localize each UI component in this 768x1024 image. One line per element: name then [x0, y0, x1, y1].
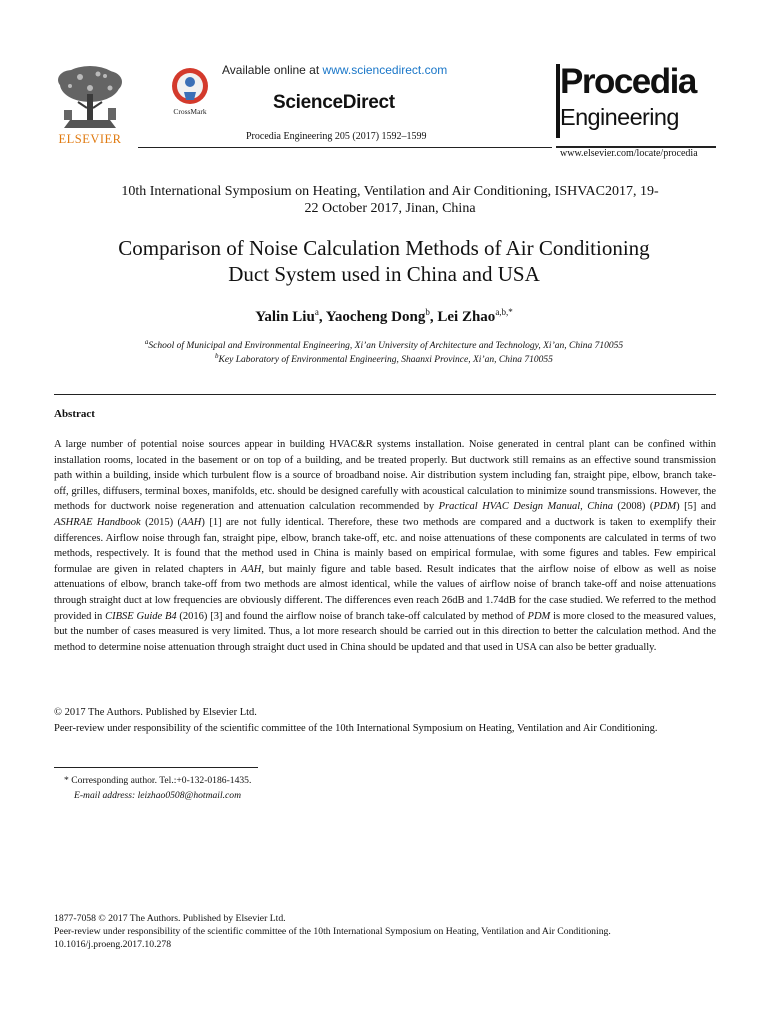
procedia-title: Procedia: [560, 62, 696, 101]
author-affiliation-mark: b: [425, 307, 430, 317]
procedia-subtitle: Engineering: [560, 104, 679, 130]
abstract-text: , but mainly figure and table based. Result indicates that the airflow noise of elbow as well as noise attenuations of elbow, branch take-off from two methods are almost identical, while the values of airflow noise of branch take-off and noise attenuations through straight duct at low frequencies are obviously different. The differences even reach 26dB and 1.74dB for the case studied. We referred to the method provided in: [54, 563, 717, 622]
journal-reference: Procedia Engineering 205 (2017) 1592–1599: [246, 131, 427, 142]
crossmark-label: CrossMark: [173, 107, 207, 116]
email-label: E-mail address:: [74, 790, 136, 801]
issn-line: 1877-7058 © 2017 The Authors. Published by Elsevier Ltd.: [54, 913, 286, 924]
abstract-body: [54, 437, 716, 655]
abstract-italic: CIBSE Guide B4: [105, 610, 177, 622]
sciencedirect-logo: ScienceDirect: [273, 92, 395, 113]
affiliation-a: [60, 338, 708, 351]
crossmark-badge[interactable]: [166, 66, 214, 124]
abstract-text: (2015) (: [140, 516, 181, 528]
email-line: [74, 790, 241, 801]
sciencedirect-link[interactable]: www.sciencedirect.com: [322, 63, 448, 77]
paper-title: [60, 235, 708, 287]
bottom-peer-review: Peer-review under responsibility of the scientific committee of the 10th International Symposium on Heating, Ventilation and Air Conditioning.: [54, 925, 611, 937]
procedia-url[interactable]: www.elsevier.com/locate/procedia: [560, 148, 698, 159]
peer-review-line: Peer-review under responsibility of the scientific committee of the 10th International Symposium on Heating, Ventilation and Air Conditioning.: [54, 722, 658, 734]
abstract-text: is more closed to the measured values, but the number of cases measured is very limited. Thus, a lot more research should be carried out in this direction to better the calculation method. And the method to determine noise attenuation through straight duct used in China should be updated and that used in USA can also be better gradually.: [54, 610, 717, 653]
corresponding-author: * Corresponding author. Tel.:+0-132-0186-1435.: [64, 775, 252, 786]
author-affiliation-mark: a: [314, 307, 319, 317]
bottom-info: [54, 913, 716, 951]
author-name: Lei Zhao: [437, 309, 496, 325]
author-affiliation-mark: a,b,*: [495, 307, 513, 317]
abstract-text: (2016) [3] and found the airflow noise of branch take-off calculated by method of: [176, 610, 528, 622]
affiliation-b: [60, 352, 708, 365]
abstract-top-rule: [54, 394, 716, 395]
email-address[interactable]: leizhao0508@hotmail.com: [135, 790, 242, 801]
abstract-italic: AAH: [240, 563, 262, 575]
elsevier-logo: [50, 62, 130, 150]
conference-line-2: 22 October 2017, Jinan, China: [304, 201, 476, 216]
abstract-italic: AAH: [180, 516, 202, 528]
author-name: Yalin Liu: [255, 309, 315, 325]
abstract-italic: ASHRAE Handbook: [54, 516, 141, 528]
abstract-italic: PDM: [527, 610, 551, 622]
affiliation-mark: a: [144, 338, 149, 346]
affiliation-mark: b: [215, 352, 219, 360]
abstract-heading: Abstract: [54, 408, 95, 420]
elsevier-wordmark: ELSEVIER: [58, 132, 122, 146]
title-line-1: Comparison of Noise Calculation Methods of Air Conditioning: [118, 236, 650, 260]
crossmark-icon: [166, 66, 214, 106]
author-name: Yaocheng Dong: [325, 309, 426, 325]
title-line-2: Duct System used in China and USA: [228, 262, 540, 286]
copyright-line: © 2017 The Authors. Published by Elsevier Ltd.: [54, 707, 257, 718]
abstract-text: ) [5] and: [676, 501, 716, 513]
affiliation-text: School of Municipal and Environmental Engineering, Xi’an University of Architecture and Technology, Xi’an, China 710055: [148, 341, 624, 352]
header-rule: [138, 147, 552, 148]
author-list: Yalin Liu$^a$, Yaocheng Dong$^b$, Lei Zhao$^{a,b,*}$: [255, 307, 513, 325]
available-prefix: Available online at: [222, 63, 323, 77]
conference-line-1: 10th International Symposium on Heating, Ventilation and Air Conditioning, ISHVAC2017, 19-: [121, 184, 659, 199]
abstract-italic: PDM: [653, 501, 677, 513]
copyright-notice: [54, 705, 716, 736]
conference-line: [60, 183, 720, 217]
footnote-rule: [54, 767, 258, 768]
abstract-text: A large number of potential noise sources appear in building HVAC&R systems installation. Noise generated in central plant can be confined within installation rooms, located in the basement or on top of a building, and be treated properly. But ductwork still remains as an effective sound transmission path within a building, inside which turbulent flow is a source of broadband noise. Air distribution system including fan, straight pipe, elbow, branch take-off, grilles, diffusers, terminal boxes, manifolds, etc. should be designed carefully with acoustical calculation to minimize sound transmissions. However, the methods for ductwork noise regeneration and attenuation calculation recommended by: [54, 439, 716, 513]
abstract-text: ) [1] are not fully identical. Therefore, these two methods are compared and a ductwork is taken to exemplify their differences. Airflow noise through fan, straight pipe, elbow, branch take-off, etc. and noise attenuations of these components are calculated in terms of two methods, respectively. It is found that the method used in China is mainly based on empirical formulae, with some figures and tables. Few empirical formulae are given in related chapters in: [54, 516, 717, 575]
doi-line[interactable]: 10.1016/j.proeng.2017.10.278: [54, 938, 172, 950]
available-online: [222, 63, 447, 77]
affiliation-text: Key Laboratory of Environmental Engineering, Shaanxi Province, Xi’an, China 710055: [218, 355, 553, 366]
elsevier-tree-icon: [50, 62, 130, 132]
abstract-text: (2008) (: [612, 501, 654, 513]
abstract-italic: Practical HVAC Design Manual, China: [438, 501, 613, 513]
procedia-rule: [556, 146, 716, 148]
